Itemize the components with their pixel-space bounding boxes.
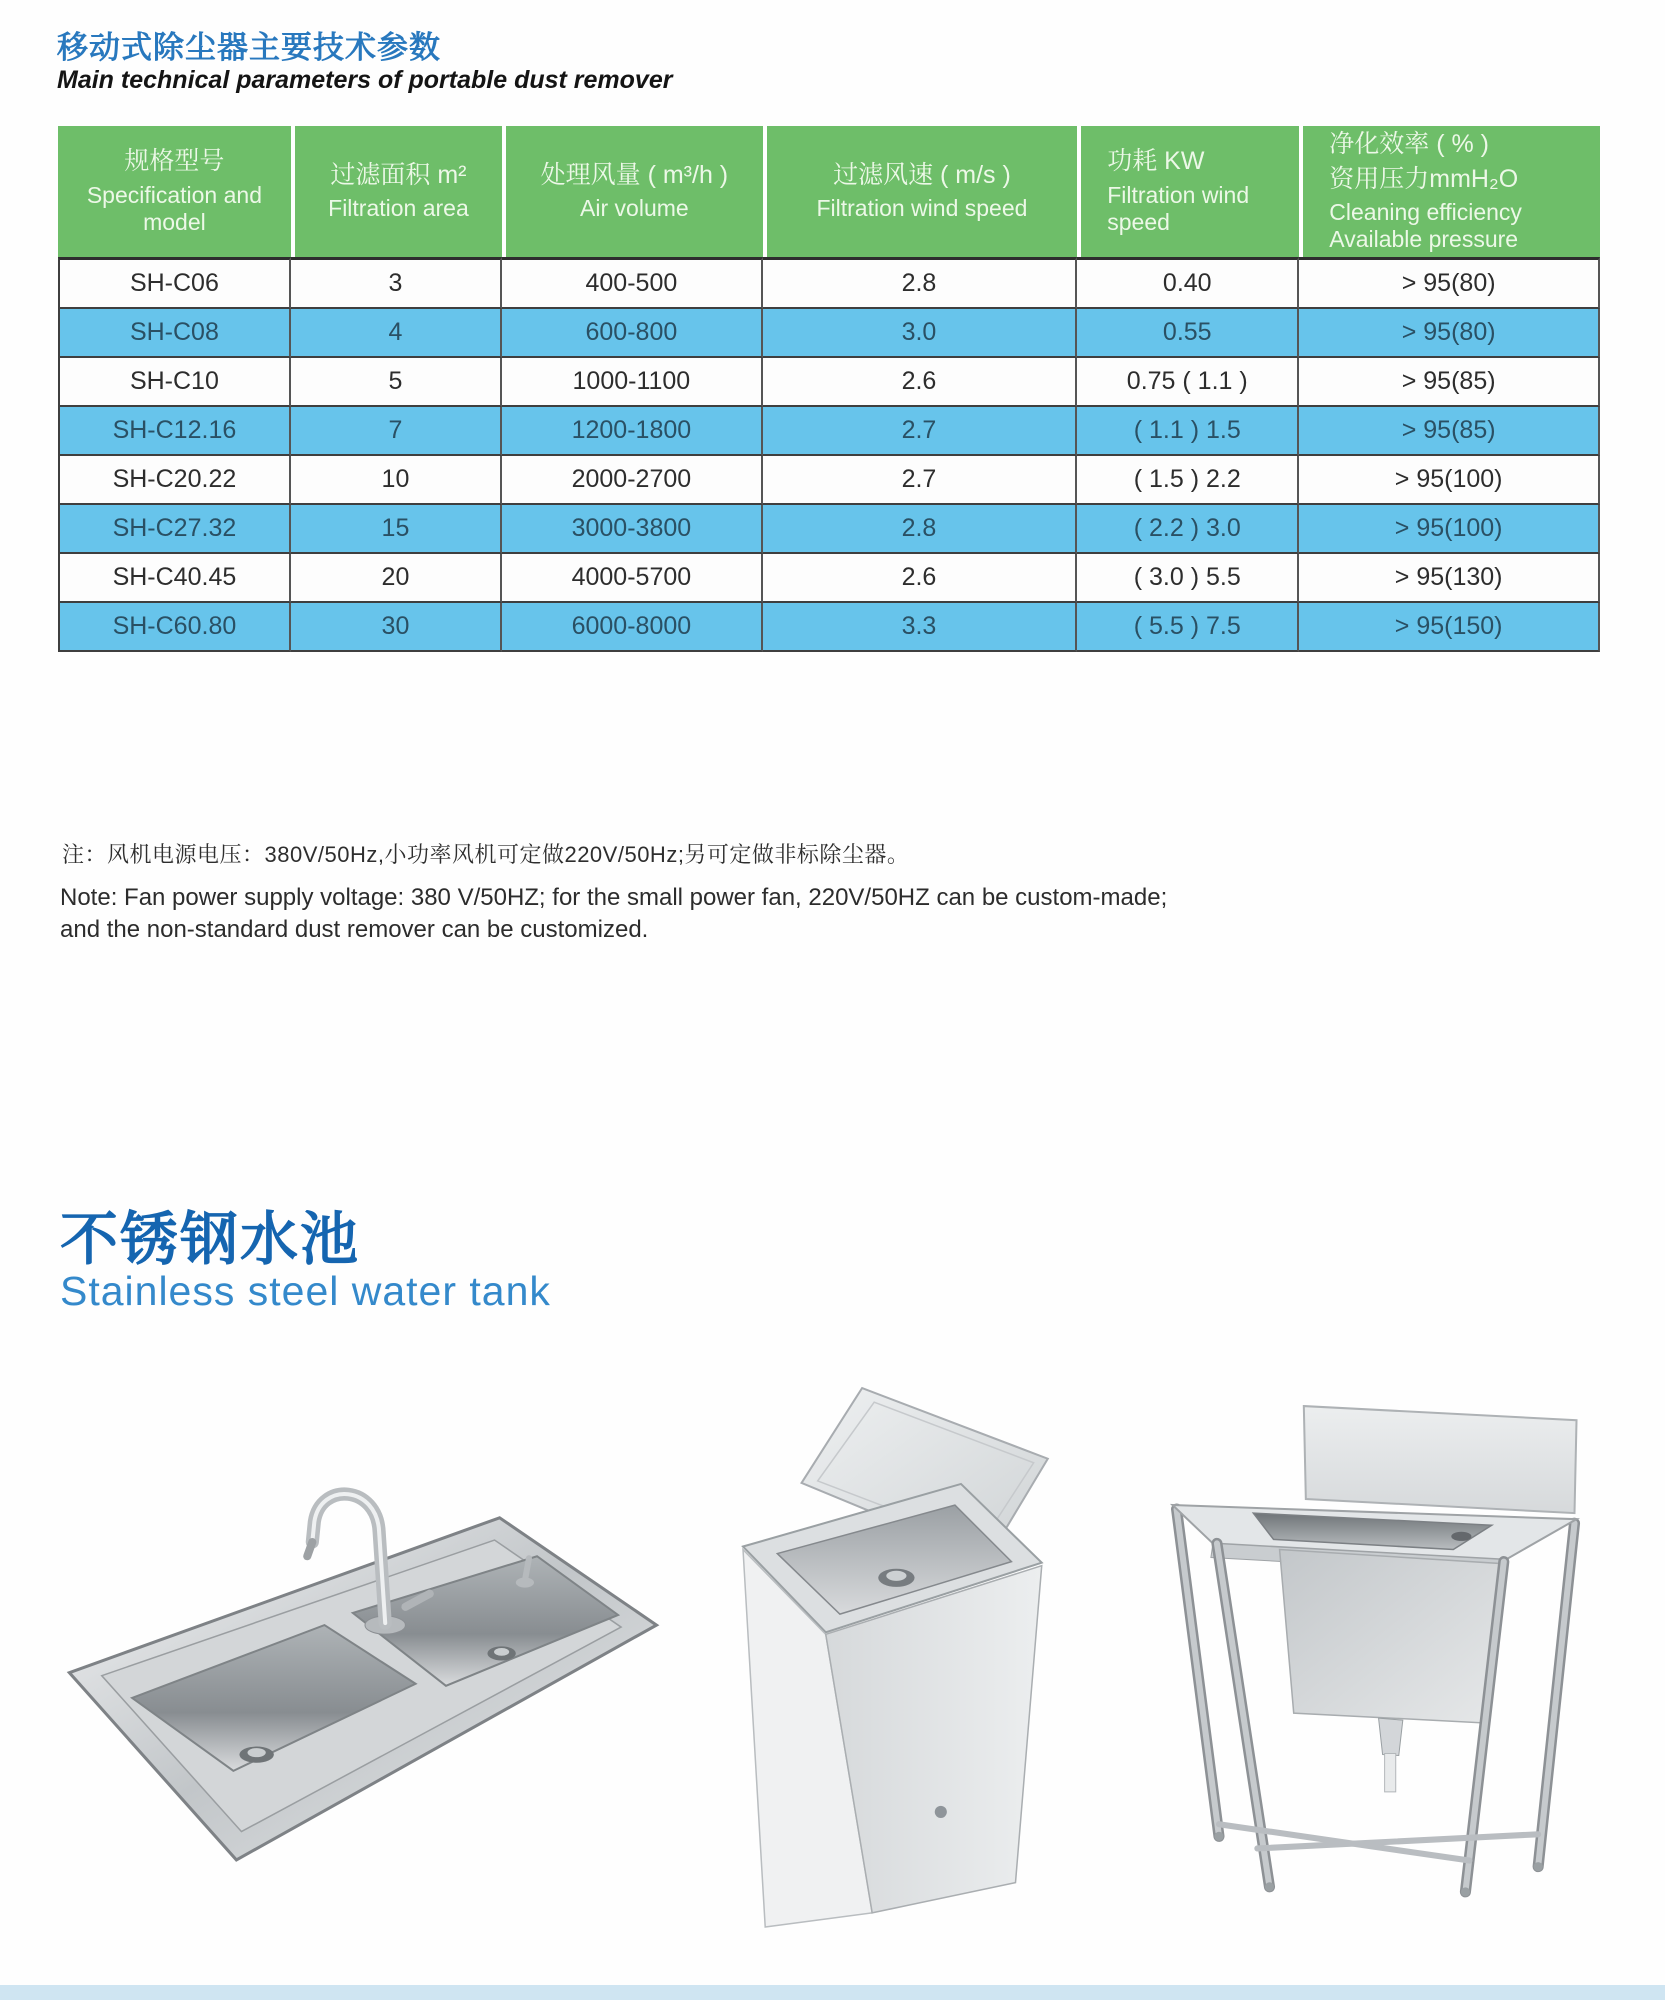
cell-power: ( 3.0 ) 5.5 bbox=[1077, 554, 1299, 603]
cell-wind-speed: 2.7 bbox=[763, 456, 1078, 505]
pedestal-sink-photo bbox=[712, 1380, 1102, 1930]
cell-efficiency: > 95(80) bbox=[1299, 257, 1600, 309]
col-header-power bbox=[1077, 126, 1299, 257]
cell-efficiency: > 95(85) bbox=[1299, 407, 1600, 456]
header-en: Cleaning efficiency bbox=[1329, 199, 1522, 225]
double-bowl-sink-image bbox=[48, 1455, 688, 1865]
note-zh: 注：风机电源电压：380V/50Hz,小功率风机可定做220V/50Hz;另可定做非标除尘器。 bbox=[62, 842, 910, 867]
cell-efficiency: > 95(150) bbox=[1299, 603, 1600, 652]
cell-wind-speed: 3.0 bbox=[763, 309, 1078, 358]
cell-model: SH-C60.80 bbox=[58, 603, 291, 652]
col-header-filtration-area bbox=[291, 126, 502, 257]
cell-model: SH-C10 bbox=[58, 358, 291, 407]
cell-model: SH-C20.22 bbox=[58, 456, 291, 505]
cell-filtration-area: 30 bbox=[291, 603, 502, 652]
col-header-model bbox=[58, 126, 291, 257]
cell-air-volume: 6000-8000 bbox=[502, 603, 763, 652]
bottom-accent-strip bbox=[0, 1985, 1665, 2000]
col-header-efficiency bbox=[1299, 126, 1600, 257]
spec-table bbox=[58, 126, 1600, 652]
cell-model: SH-C27.32 bbox=[58, 505, 291, 554]
cell-filtration-area: 15 bbox=[291, 505, 502, 554]
cell-wind-speed: 2.7 bbox=[763, 407, 1078, 456]
section-title-zh: 不锈钢水池 bbox=[60, 1207, 361, 1272]
double-bowl-sink-photo bbox=[48, 1455, 688, 1865]
cell-air-volume: 1000-1100 bbox=[502, 358, 763, 407]
cell-filtration-area: 20 bbox=[291, 554, 502, 603]
cell-wind-speed: 2.6 bbox=[763, 554, 1078, 603]
table-row bbox=[58, 358, 1600, 407]
cell-model: SH-C08 bbox=[58, 309, 291, 358]
cell-air-volume: 3000-3800 bbox=[502, 505, 763, 554]
cell-filtration-area: 4 bbox=[291, 309, 502, 358]
header-zh: 处理风量 ( m³/h ) bbox=[540, 160, 729, 189]
header-zh: 规格型号 bbox=[124, 147, 225, 176]
cell-model: SH-C12.16 bbox=[58, 407, 291, 456]
cell-efficiency: > 95(100) bbox=[1299, 456, 1600, 505]
table-row bbox=[58, 309, 1600, 358]
cell-air-volume: 4000-5700 bbox=[502, 554, 763, 603]
header-zh-line2: 资用压力mmH₂O bbox=[1329, 164, 1519, 193]
table-row bbox=[58, 257, 1600, 309]
cell-power: 0.75 ( 1.1 ) bbox=[1077, 358, 1299, 407]
pedestal-sink-image bbox=[712, 1380, 1102, 1930]
table-row bbox=[58, 456, 1600, 505]
cell-efficiency: > 95(100) bbox=[1299, 505, 1600, 554]
product-photos bbox=[0, 1370, 1665, 1985]
cell-efficiency: > 95(130) bbox=[1299, 554, 1600, 603]
header-en: Air volume bbox=[580, 195, 689, 222]
page-title-zh: 移动式除尘器主要技术参数 bbox=[57, 30, 441, 65]
header-en: Specification and model bbox=[86, 181, 262, 235]
cell-air-volume: 2000-2700 bbox=[502, 456, 763, 505]
table-row bbox=[58, 603, 1600, 652]
cell-filtration-area: 3 bbox=[291, 257, 502, 309]
cell-power: 0.40 bbox=[1077, 257, 1299, 309]
page-title-en: Main technical parameters of portable dust remover bbox=[57, 66, 673, 94]
header-en-line2: Available pressure bbox=[1329, 226, 1519, 253]
header-zh: 功耗 KW bbox=[1107, 147, 1205, 176]
cell-power: ( 1.5 ) 2.2 bbox=[1077, 456, 1299, 505]
cell-efficiency: > 95(80) bbox=[1299, 309, 1600, 358]
cell-power: ( 5.5 ) 7.5 bbox=[1077, 603, 1299, 652]
cell-model: SH-C40.45 bbox=[58, 554, 291, 603]
cell-filtration-area: 5 bbox=[291, 358, 502, 407]
table-row bbox=[58, 505, 1600, 554]
freestanding-sink-photo bbox=[1160, 1400, 1585, 1905]
cell-model: SH-C06 bbox=[58, 257, 291, 309]
col-header-wind-speed bbox=[763, 126, 1078, 257]
section-title-en: Stainless steel water tank bbox=[60, 1268, 551, 1314]
cell-air-volume: 1200-1800 bbox=[502, 407, 763, 456]
cell-wind-speed: 2.6 bbox=[763, 358, 1078, 407]
note-en: Note: Fan power supply voltage: 380 V/50HZ; for the small power fan, 220V/50HZ can be custom-made; and the non-standard dust remover can be customized. bbox=[60, 884, 1168, 943]
cell-efficiency: > 95(85) bbox=[1299, 358, 1600, 407]
header-zh: 过滤风速 ( m/s ) bbox=[833, 160, 1011, 189]
table-row bbox=[58, 407, 1600, 456]
header-zh: 净化效率 ( % ) bbox=[1329, 130, 1489, 158]
cell-air-volume: 400-500 bbox=[502, 257, 763, 309]
cell-power: ( 2.2 ) 3.0 bbox=[1077, 505, 1299, 554]
header-zh: 过滤面积 m² bbox=[330, 160, 467, 189]
header-en: Filtration area bbox=[328, 195, 469, 222]
cell-filtration-area: 10 bbox=[291, 456, 502, 505]
cell-wind-speed: 2.8 bbox=[763, 257, 1078, 309]
cell-air-volume: 600-800 bbox=[502, 309, 763, 358]
cell-power: 0.55 bbox=[1077, 309, 1299, 358]
header-en: Filtration wind speed bbox=[1107, 181, 1250, 235]
header-en: Filtration wind speed bbox=[816, 195, 1028, 222]
table-header-row bbox=[58, 126, 1600, 257]
cell-filtration-area: 7 bbox=[291, 407, 502, 456]
cell-power: ( 1.1 ) 1.5 bbox=[1077, 407, 1299, 456]
cell-wind-speed: 3.3 bbox=[763, 603, 1078, 652]
col-header-air-volume bbox=[502, 126, 763, 257]
table-row bbox=[58, 554, 1600, 603]
cell-wind-speed: 2.8 bbox=[763, 505, 1078, 554]
freestanding-sink-image bbox=[1160, 1400, 1585, 1905]
